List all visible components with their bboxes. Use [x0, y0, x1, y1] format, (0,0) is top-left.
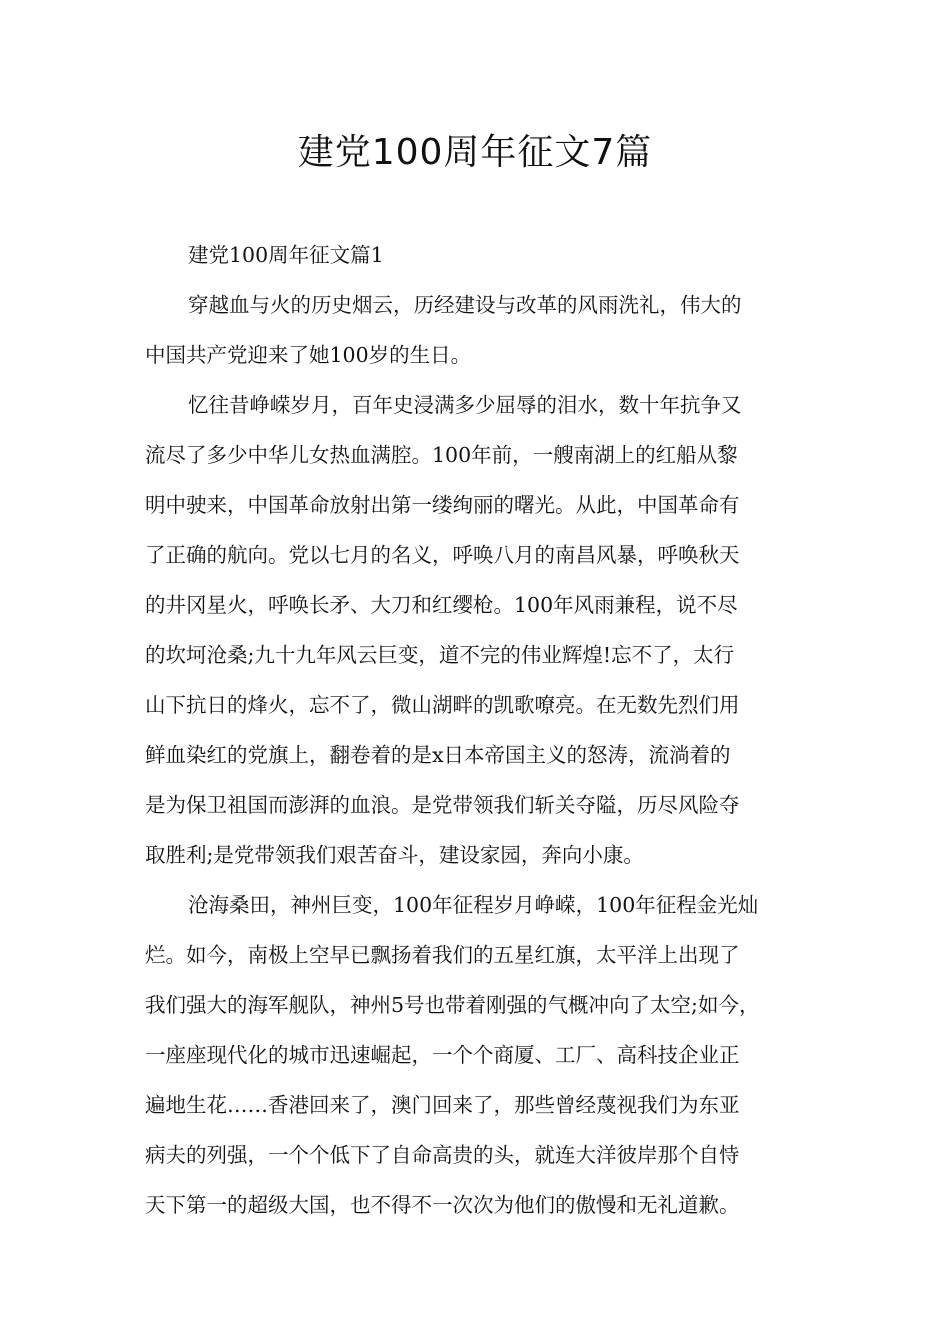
text-line: 的坎坷沧桑;九十九年风云巨变，道不完的伟业辉煌!忘不了，太行 — [145, 643, 735, 667]
text-line: 山下抗日的烽火，忘不了，微山湖畔的凯歌嘹亮。在无数先烈们用 — [145, 693, 740, 717]
text-line: 是为保卫祖国而澎湃的血浪。是党带领我们斩关夺隘，历尽风险夺 — [145, 793, 740, 817]
text-line: 建党100周年征文篇1 — [188, 243, 384, 267]
text-line: 忆往昔峥嵘岁月，百年史浸满多少屈辱的泪水，数十年抗争又 — [188, 393, 742, 417]
text-line: 明中驶来，中国革命放射出第一缕绚丽的曙光。从此，中国革命有 — [145, 493, 740, 517]
text-line: 鲜血染红的党旗上，翻卷着的是x日本帝国主义的怒涛，流淌着的 — [145, 743, 731, 767]
text-line: 我们强大的海军舰队，神州5号也带着刚强的气概冲向了太空;如今， — [145, 993, 760, 1017]
text-line: 遍地生花……香港回来了，澳门回来了，那些曾经蔑视我们为东亚 — [145, 1093, 740, 1117]
text-line: 一座座现代化的城市迅速崛起，一个个商厦、工厂、高科技企业正 — [145, 1043, 740, 1067]
text-line: 流尽了多少中华儿女热血满腔。100年前，一艘南湖上的红船从黎 — [145, 443, 738, 467]
text-line: 取胜利;是党带领我们艰苦奋斗，建设家园，奔向小康。 — [145, 843, 644, 867]
document-body — [145, 230, 809, 1230]
text-line: 沧海桑田，神州巨变，100年征程岁月峥嵘，100年征程金光灿 — [188, 893, 759, 917]
text-line: 病夫的列强，一个个低下了自命高贵的头，就连大洋彼岸那个自恃 — [145, 1143, 740, 1167]
text-line: 的井冈星火，呼唤长矛、大刀和红缨枪。100年风雨兼程，说不尽 — [145, 593, 738, 617]
text-line: 中国共产党迎来了她100岁的生日。 — [145, 343, 472, 367]
document-title: 建党100周年征文7篇 — [297, 132, 653, 173]
text-line: 烂。如今，南极上空早已飘扬着我们的五星红旗，太平洋上出现了 — [145, 943, 740, 967]
text-line: 天下第一的超级大国，也不得不一次次为他们的傲慢和无礼道歉。 — [145, 1193, 740, 1217]
text-line: 穿越血与火的历史烟云，历经建设与改革的风雨洗礼，伟大的 — [188, 293, 742, 317]
text-line: 了正确的航向。党以七月的名义，呼唤八月的南昌风暴，呼唤秋天 — [145, 543, 740, 567]
